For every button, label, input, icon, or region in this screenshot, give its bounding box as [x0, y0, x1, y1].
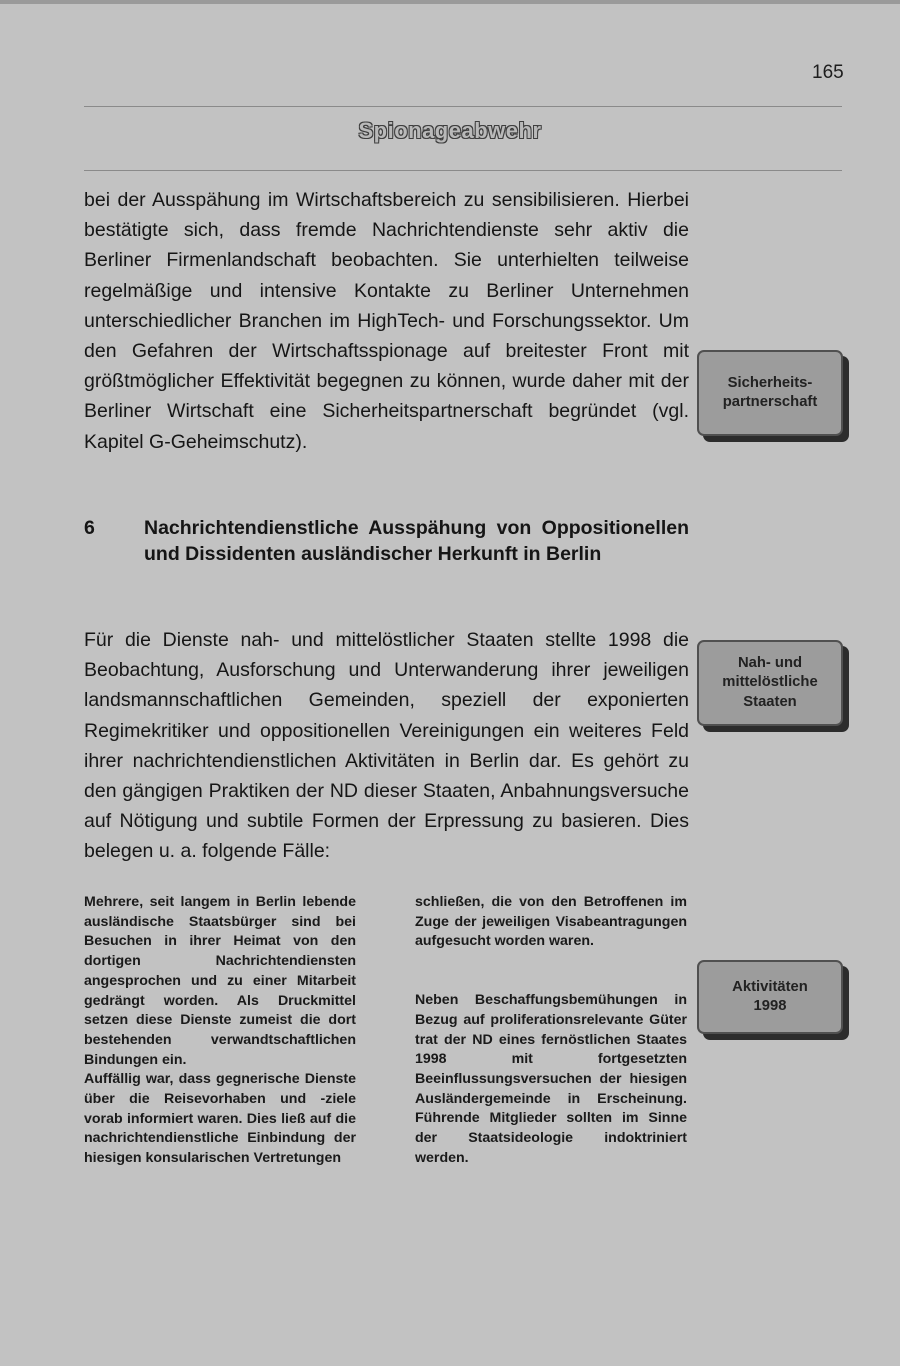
- case-paragraph: Mehrere, seit langem in Berlin lebende ausländische Staatsbürger sind bei Besuchen in ihrer Heimat von den dortigen Nachrichtendiensten angesprochen und zu einer Mitarbeit gedrängt worden. Als Druckmittel setzen diese Dienste zumeist die dort bestehenden verwandtschaftlichen Bindungen ein.: [84, 894, 356, 1068]
- header-rule-bottom: [84, 170, 842, 171]
- case-column-left: [84, 893, 356, 1169]
- intro-paragraph: bei der Ausspähung im Wirtschaftsbereich zu sensibilisieren. Hierbei bestätigte sich, dass fremde Nachrichtendienste sehr aktiv die Berliner Firmenlandschaft beobachten. Sie unterhielten teilweise regelmäßige und intensive Kontakte zu Berliner Unternehmen unterschiedlicher Branchen im HighTech- und Forschungssektor. Um den Gefahren der Wirtschaftsspionage auf breitester Front mit größtmöglicher Effektivität begegnen zu können, wurde daher mit der Berliner Wirtschaft eine Sicherheitspartnerschaft begründet (vgl. Kapitel G-Geheimschutz).: [84, 189, 689, 453]
- header-rule-top: [84, 106, 842, 107]
- margin-note-line: 1998: [753, 998, 787, 1014]
- margin-note-line: Staaten: [743, 693, 797, 710]
- case-paragraph: schließen, die von den Betroffenen im Zuge der jeweiligen Visabeantragungen aufgesucht worden waren.: [415, 894, 687, 950]
- margin-note-aktivitaeten: [697, 960, 843, 1034]
- margin-note-line: Sicherheits-: [727, 374, 813, 391]
- margin-note-line: Aktivitäten: [732, 978, 808, 995]
- margin-note-line: mittelöstliche: [722, 674, 818, 691]
- case-paragraph: Neben Beschaffungsbemühungen in Bezug auf proliferationsrelevante Güter trat der ND eines fernöstlichen Staates 1998 mit fortgesetzten Beeinflussungsversuchen der hiesigen Ausländergemeinde in Erscheinung. Führende Mitglieder sollten im Sinne der Staatsideologie indoktriniert werden.: [415, 992, 687, 1166]
- section-heading: [84, 515, 689, 567]
- page-top-edge: [0, 0, 900, 4]
- section-title: Nachrichtendienstliche Ausspähung von Oppositionellen und Dissidenten ausländischer Herkunft in Berlin: [144, 517, 689, 565]
- margin-note-sicherheitspartnerschaft: [697, 350, 843, 436]
- running-head: Spionageabwehr: [358, 118, 542, 143]
- margin-note-staaten: [697, 640, 843, 726]
- case-paragraph: Auffällig war, dass gegnerische Dienste über die Reisevorhaben und -ziele vorab informiert waren. Dies ließ auf die nachrichtendienstliche Einbindung der hiesigen konsularischen Vertretungen: [84, 1071, 356, 1167]
- margin-note-line: Nah- und: [737, 654, 803, 671]
- margin-note-line: partnerschaft: [722, 394, 818, 410]
- section-paragraph: Für die Dienste nah- und mittelöstlicher Staaten stellte 1998 die Beobachtung, Ausforschung und Unterwanderung ihrer jeweiligen landsmannschaftlichen Gemeinden, speziell der exponierten Regimekritiker und oppositionellen Vereinigungen ein weiteres Feld ihrer nachrichtendienstlichen Aktivitäten in Berlin dar. Es gehört zu den gängigen Praktiken der ND dieser Staaten, Anbahnungsversuche auf Nötigung und subtile Formen der Erpressung zu basieren. Dies belegen u. a. folgende Fälle:: [84, 629, 689, 863]
- case-column-right: [415, 893, 687, 1168]
- page-number: 165: [812, 62, 844, 83]
- section-number: 6: [84, 517, 95, 539]
